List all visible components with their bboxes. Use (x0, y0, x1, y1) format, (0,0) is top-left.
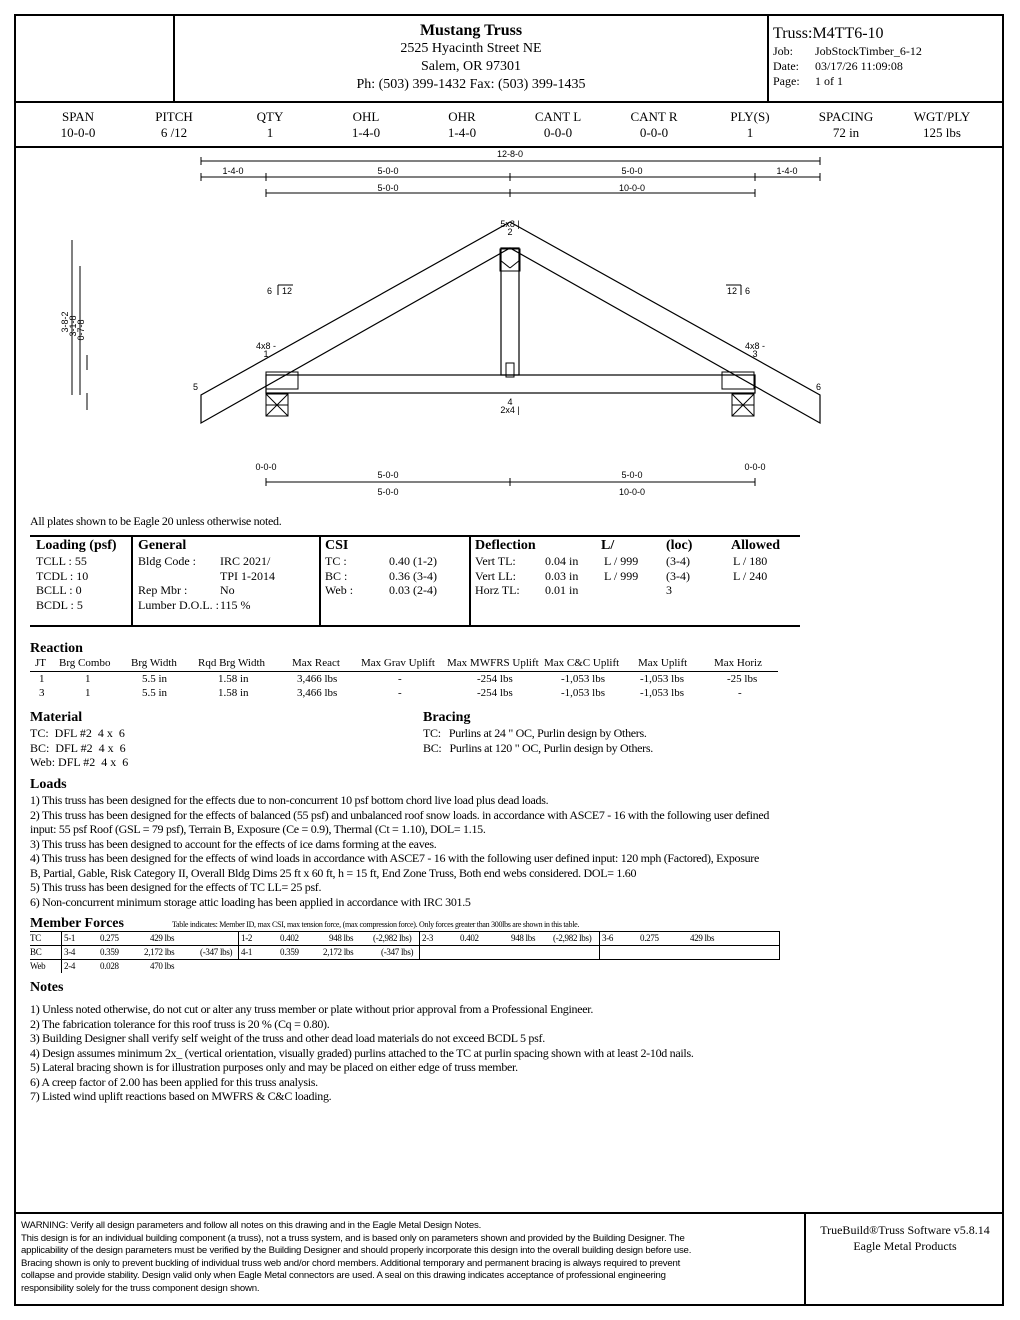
reaction-header: JT Brg Combo Brg Width Rqd Brg Width Max React Max Grav Uplift Max MWFRS Uplift Max C&C Uplift Max Uplift Max Horiz (35, 657, 762, 669)
dim-left-3: 0-7-8 (76, 319, 86, 341)
csi-title: CSI (325, 538, 349, 553)
mf-cell: 0.275 (640, 933, 659, 943)
joint-3-label: 3 (752, 349, 758, 359)
general-title: General (138, 538, 187, 553)
notes-line: 3) Building Designer shall verify self weight of the truss and other dead load materials do not exceed BCDL 5 psf. (30, 1031, 545, 1045)
spec-qty: QTY 1 (256, 109, 284, 140)
csi-section (325, 538, 467, 598)
general-section (138, 538, 318, 612)
deflection-row: Vert TL: 0.04 in L / 999 (3-4) L / 180 (475, 554, 768, 568)
mf-cell: 0.275 (100, 933, 119, 943)
mf-cell: (-2,982 lbs) (373, 933, 412, 943)
notes-line: 7) Listed wind uplift reactions based on MWFRS & C&C loading. (30, 1089, 332, 1103)
notes-line: 6) A creep factor of 2.00 has been applied for this truss analysis. (30, 1074, 318, 1089)
joint-2-label: 2 (507, 227, 513, 237)
loads-title: Loads (30, 777, 67, 792)
deflection-col-loc: (loc) (666, 538, 693, 553)
general-row: Lumber D.O.L. : 115 % (138, 597, 251, 612)
dim-bottom-cum-2: 10-0-0 (618, 487, 646, 497)
joint-1-label: 1 (263, 349, 269, 359)
mf-cell: 0.402 (460, 933, 479, 943)
mf-cell: 0.402 (280, 933, 299, 943)
mf-row-label: BC (30, 947, 42, 957)
notes-line: 5) Lateral bracing shown is for illustration purposes only and may be placed on either edge of truss member. (30, 1060, 518, 1074)
dim-bottom-right: 0-0-0 (744, 462, 766, 472)
mf-cell: 0.028 (100, 961, 119, 971)
job-value: JobStockTimber_6-12 (815, 44, 922, 58)
page-value: 1 of 1 (815, 74, 843, 88)
spec-cant-l: CANT L 0-0-0 (534, 109, 582, 140)
material-title: Material (30, 710, 83, 725)
plate-bottom-label: 2x4 | (500, 405, 520, 415)
dim-top-seg-4: 1-4-0 (776, 166, 798, 176)
mf-cell: 4-1 (241, 947, 253, 957)
dim-top-cum-2: 10-0-0 (618, 183, 646, 193)
member-forces-table (30, 931, 780, 973)
spec-plys: PLY(S) 1 (730, 109, 770, 140)
loads-line: 3) This truss has been designed to account for the effects of ice dams forming at the eaves. (30, 836, 437, 851)
spec-ohl: OHL 1-4-0 (351, 109, 381, 140)
loads-line: 2) This truss has been designed for the effects of balanced (55 psf) and unbalanced roof snow loads. in accordance with ASCE7 - 16 with the following user defined (30, 807, 770, 822)
warning-line: This design is for an individual building component (a truss), not a truss system, and is based only on parameters shown and provided by the Building Designer. The (21, 1232, 685, 1244)
reaction-title: Reaction (30, 641, 83, 656)
deflection-row: Horz TL: 0.01 in 3 (475, 583, 672, 597)
mf-cell: 3-4 (64, 947, 76, 957)
warning-line: applicability of the design parameters must be verified by the Building Designer and should properly incorporate this design into the overall building design before use. (21, 1245, 692, 1256)
mf-cell: 429 lbs (150, 933, 175, 943)
deflection-title: Deflection (475, 538, 536, 553)
spec-cant-r: CANT R 0-0-0 (630, 109, 678, 140)
mf-cell: 0.359 (280, 947, 299, 957)
company-address-1: 2525 Hyacinth Street NE (400, 41, 542, 56)
deflection-section (475, 538, 800, 598)
loads-line: 4) This truss has been designed for the effects of wind loads in accordance with ASCE7 - 16 with the following user defined input: 120 mph (Factored), Exposure (30, 851, 760, 865)
mf-cell: (-347 lbs) (200, 947, 233, 957)
bracing-section (423, 710, 803, 755)
mf-row-label: TC (30, 933, 41, 943)
dim-left-2: 3-1-8 (68, 315, 78, 337)
mf-cell: 470 lbs (150, 961, 175, 971)
loads-line: 6) Non-concurrent minimum storage attic loading has been applied in accordance with IRC 301.5 (30, 894, 471, 909)
plate-right-label: 4x8 - (744, 341, 766, 351)
job-block (773, 24, 1001, 89)
dim-top-seg-2: 5-0-0 (377, 166, 399, 176)
joint-6-label: 6 (816, 382, 822, 392)
bracing-row: TC: Purlins at 24 " OC, Purlin design by Others. (423, 726, 647, 740)
reaction-row: 1 1 5.5 in 1.58 in 3,466 lbs - -254 lbs -1,053 lbs -1,053 lbs -25 lbs (39, 673, 758, 685)
dim-top-cum-1: 5-0-0 (377, 183, 399, 193)
loading-title: Loading (psf) (36, 538, 117, 553)
csi-row: TC : 0.40 (1-2) (325, 554, 437, 568)
loading-row: BCDL : 5 (36, 597, 83, 612)
mf-cell: 2,172 lbs (144, 947, 175, 957)
deflection-col-allowed: Allowed (731, 538, 780, 553)
dim-total: 12-8-0 (496, 149, 524, 159)
material-row: BC: DFL #2 4 x 6 (30, 740, 126, 755)
specs-row (30, 109, 990, 141)
spec-ohr: OHR 1-4-0 (447, 109, 477, 140)
dim-bottom-cum-1: 5-0-0 (377, 487, 399, 497)
header-divider (14, 101, 1004, 103)
general-row: Rep Mbr : No (138, 583, 235, 597)
summary-divider-1 (131, 536, 133, 626)
summary-top-rule (30, 535, 800, 537)
dim-bottom-seg-1: 5-0-0 (377, 470, 399, 480)
summary-divider-2 (319, 536, 321, 626)
loading-row: TCDL : 10 (36, 568, 89, 583)
member-forces-caption: Table indicates: Member ID, max CSI, max tension force, (max compression force). Only forces greater than 300lbs are shown in this table. (172, 920, 580, 929)
footer-divider (14, 1212, 1004, 1214)
dim-bottom-left: 0-0-0 (255, 462, 277, 472)
header-right-divider (767, 14, 769, 102)
warning-line: Bracing shown is only to prevent buckling of individual truss web and/or chord members. Additional temporary and permanent bracing is always required to prevent (21, 1257, 681, 1269)
pitch-right-run: 12 (726, 286, 737, 296)
warning-line: responsibility solely for the truss component design shown. (21, 1282, 260, 1294)
loads-line: B, Partial, Gable, Risk Category II, Overall Bldg Dims 25 ft x 60 ft, h = 15 ft, End Zone Truss, Both end webs considered. DOL= 1.60 (30, 865, 637, 880)
loads-line: input: 55 psf Roof (GSL = 79 psf), Terrain B, Exposure (Ce = 0.9), Thermal (Ct = 1.10), DOL= 1.15. (30, 822, 486, 836)
mf-cell: 2-4 (64, 961, 76, 971)
mf-cell: (-2,982 lbs) (553, 933, 592, 943)
company-name: Mustang Truss (419, 22, 523, 39)
mf-cell: 2,172 lbs (323, 947, 354, 957)
warning-line: WARNING: Verify all design parameters and follow all notes on this drawing and in the Eagle Metal Design Notes. (21, 1220, 482, 1231)
deflection-row: Vert LL: 0.03 in L / 999 (3-4) L / 240 (475, 568, 768, 583)
job-label: Job: (773, 44, 794, 58)
csi-row: Web : 0.03 (2-4) (325, 583, 437, 597)
mf-cell: 948 lbs (511, 933, 536, 943)
company-block (175, 22, 767, 94)
mf-cell: 2-3 (422, 933, 434, 943)
pitch-left-run: 12 (282, 286, 293, 296)
mf-cell: 429 lbs (690, 933, 715, 943)
summary-divider-3 (469, 536, 471, 626)
spec-pitch: PITCH 6 /12 (155, 109, 193, 140)
truss-drawing (0, 146, 1020, 506)
date-value: 03/17/26 11:09:08 (815, 59, 903, 73)
plate-left-label: 4x8 - (255, 341, 277, 351)
pitch-right-rise: 6 (745, 286, 751, 296)
dim-top-seg-1: 1-4-0 (222, 166, 244, 176)
material-row: Web: DFL #2 4 x 6 (30, 755, 129, 769)
footer-warning (21, 1220, 801, 1295)
general-row: TPI 1-2014 (220, 568, 275, 583)
loading-row: TCLL : 55 (36, 554, 87, 568)
plates-note: All plates shown to be Eagle 20 unless otherwise noted. (30, 514, 282, 528)
loads-line: 5) This truss has been designed for the effects of TC LL= 25 psf. (30, 880, 322, 894)
mf-cell: 948 lbs (329, 933, 354, 943)
notes-line: 1) Unless noted otherwise, do not cut or alter any truss member or plate without prior approval from a Professional Engineer. (30, 1002, 594, 1016)
vendor-name: Eagle Metal Products (853, 1239, 957, 1253)
dim-top-seg-3: 5-0-0 (621, 166, 643, 176)
notes-line: 2) The fabrication tolerance for this roof truss is 20 % (Cq = 0.80). (30, 1016, 330, 1031)
summary-bottom-rule (30, 625, 800, 627)
mf-cell: (-347 lbs) (381, 947, 414, 957)
joint-4-label: 4 (507, 397, 513, 407)
material-section (30, 710, 410, 770)
spec-wgt-ply: WGT/PLY 125 lbs (913, 109, 971, 140)
general-row: Bldg Code : IRC 2021/ (138, 554, 271, 568)
company-address-2: Salem, OR 97301 (421, 59, 521, 74)
csi-row: BC : 0.36 (3-4) (325, 568, 437, 583)
mf-cell: 1-2 (241, 933, 253, 943)
date-label: Date: (773, 59, 799, 73)
mf-cell: 5-1 (64, 933, 76, 943)
loading-row: BCLL : 0 (36, 583, 82, 597)
deflection-col-l: L/ (601, 538, 615, 553)
member-forces-title: Member Forces (30, 916, 124, 931)
company-phone: Ph: (503) 399-1432 Fax: (503) 399-1435 (356, 77, 586, 92)
truss-id: Truss:M4TT6-10 (773, 25, 884, 42)
dim-bottom-seg-2: 5-0-0 (621, 470, 643, 480)
material-row: TC: DFL #2 4 x 6 (30, 726, 125, 740)
dim-left-1: 3-8-2 (60, 311, 70, 333)
software-name: TrueBuild®Truss Software v5.8.14 (820, 1223, 990, 1237)
spec-spacing: SPACING 72 in (818, 109, 874, 140)
bracing-row: BC: Purlins at 120 " OC, Purlin design by Others. (423, 740, 653, 755)
mf-row-label: Web (30, 961, 46, 971)
notes-title: Notes (30, 980, 64, 995)
mf-cell: 0.359 (100, 947, 119, 957)
reaction-row: 3 1 5.5 in 1.58 in 3,466 lbs - -254 lbs -1,053 lbs -1,053 lbs - (39, 687, 742, 699)
footer-software (806, 1222, 1004, 1254)
bracing-title: Bracing (423, 710, 471, 725)
mf-cell: 3-6 (602, 933, 614, 943)
loading-section (36, 538, 131, 612)
pitch-left-rise: 6 (266, 286, 272, 296)
joint-5-label: 5 (192, 382, 198, 392)
loads-section (30, 777, 990, 909)
reaction-header-rule (30, 671, 778, 672)
spec-span: SPAN 10-0-0 (60, 109, 96, 140)
loads-line: 1) This truss has been designed for the effects due to non-concurrent 10 psf bottom chord live load plus dead loads. (30, 793, 549, 807)
notes-line: 4) Design assumes minimum 2x_ (vertical orientation, visually graded) purlins attached to the TC at purlin spacing shown with at least 2-10d nails. (30, 1045, 694, 1060)
warning-line: collapse and provide stability. Design valid only when Eagle Metal connectors are used. A seal on this drawing indicates acceptance of professional engineering (21, 1270, 666, 1281)
plate-top-label: 5x8 | (500, 219, 520, 229)
page-label: Page: (773, 74, 800, 88)
notes-section (30, 980, 990, 1104)
